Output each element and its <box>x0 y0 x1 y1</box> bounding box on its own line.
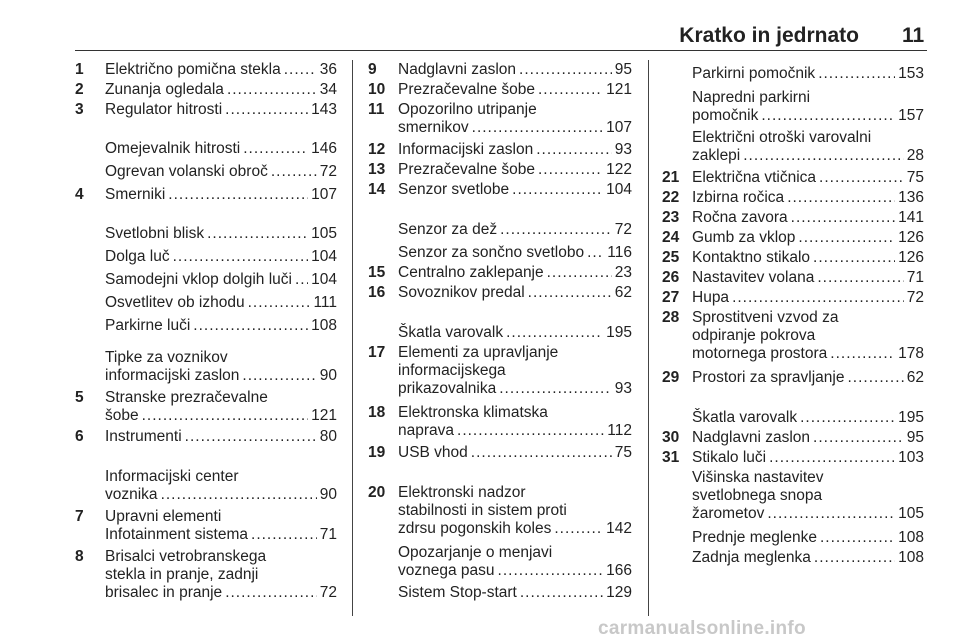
callout-number: 31 <box>662 449 680 466</box>
entry-text: voznika <box>105 486 158 503</box>
entry-text: Parkirni pomočnik <box>692 65 816 82</box>
dot-leader <box>225 101 308 119</box>
entry-text: Informacijski center <box>105 468 239 485</box>
dot-leader <box>500 221 612 239</box>
entry-text: Brisalci vetrobranskega <box>105 548 267 565</box>
entry-text: stekla in pranje, zadnji <box>105 566 259 583</box>
dot-leader <box>242 367 316 385</box>
dot-leader <box>168 186 308 204</box>
dot-leader <box>207 225 308 243</box>
page-reference: 104 <box>606 181 632 198</box>
dot-leader <box>225 584 317 602</box>
entry-text: Svetlobni blisk <box>105 225 205 242</box>
entry-text: Nastavitev volana <box>692 269 815 286</box>
page-reference: 108 <box>311 317 337 334</box>
dot-leader <box>536 141 612 159</box>
page-reference: 121 <box>606 81 632 98</box>
page-reference: 107 <box>606 119 632 136</box>
entry-text: Nadglavni zaslon <box>692 429 811 446</box>
entry-text: Zadnja meglenka <box>692 549 811 566</box>
dot-leader <box>471 444 612 462</box>
page-reference: 93 <box>614 141 632 158</box>
entry-text: Višinska nastavitev <box>692 469 824 486</box>
entry-text: Osvetlitev ob izhodu <box>105 294 245 311</box>
entry-text: prikazovalnika <box>398 380 497 397</box>
page-reference: 111 <box>313 294 337 311</box>
entry-text: Škatla varovalk <box>692 409 798 426</box>
entry-text: žarometov <box>692 505 765 522</box>
entry-text: Električna vtičnica <box>692 169 817 186</box>
page-reference: 142 <box>606 520 632 537</box>
entry-text: Prezračevalne šobe <box>398 161 535 178</box>
page-reference: 126 <box>898 229 924 246</box>
page-reference: 103 <box>898 449 924 466</box>
page-reference: 108 <box>898 549 924 566</box>
dot-leader <box>173 248 309 266</box>
dot-leader <box>732 289 904 307</box>
page-reference: 136 <box>898 189 924 206</box>
entry-text: Instrumenti <box>105 428 182 445</box>
entry-text: Prostori za spravljanje <box>692 369 845 386</box>
page-reference: 153 <box>898 65 924 82</box>
page-reference: 195 <box>606 324 632 341</box>
callout-number: 30 <box>662 429 680 446</box>
page-reference: 121 <box>311 407 337 424</box>
callout-number: 4 <box>75 186 84 203</box>
page-reference: 112 <box>607 422 632 439</box>
callout-number: 29 <box>662 369 680 386</box>
entry-text: šobe <box>105 407 139 424</box>
page-reference: 90 <box>319 486 337 503</box>
dot-leader <box>295 271 308 289</box>
callout-number: 16 <box>368 284 386 301</box>
entry-text: Opozorilno utripanje <box>398 101 537 118</box>
entry-text: Gumb za vklop <box>692 229 796 246</box>
dot-leader <box>791 209 895 227</box>
callout-number: 22 <box>662 189 680 206</box>
dot-leader <box>554 520 603 538</box>
dot-leader <box>457 422 604 440</box>
page-reference: 105 <box>898 505 924 522</box>
entry-text: Centralno zaklepanje <box>398 264 544 281</box>
callout-number: 5 <box>75 389 84 406</box>
page-reference: 195 <box>898 409 924 426</box>
callout-number: 13 <box>368 161 386 178</box>
page-reference: 129 <box>606 584 632 601</box>
dot-leader <box>538 81 603 99</box>
page-reference: 104 <box>311 248 337 265</box>
page-reference: 143 <box>311 101 337 118</box>
entry-text: Omejevalnik hitrosti <box>105 140 241 157</box>
dot-leader <box>547 264 612 282</box>
dot-leader <box>271 163 317 181</box>
entry-text: Smerniki <box>105 186 166 203</box>
page-reference: 72 <box>319 163 337 180</box>
dot-leader <box>818 65 895 83</box>
entry-text: brisalec in pranje <box>105 584 223 601</box>
entry-text: informacijskega <box>398 362 506 379</box>
dot-leader <box>227 81 317 99</box>
callout-number: 8 <box>75 548 84 565</box>
dot-leader <box>743 147 904 165</box>
page-reference: 95 <box>614 61 632 78</box>
entry-text: Infotainment sistema <box>105 526 249 543</box>
entry-text: Elektronski nadzor <box>398 484 526 501</box>
page-reference: 122 <box>606 161 632 178</box>
entry-text: Elektronska klimatska <box>398 404 548 421</box>
dot-leader <box>830 345 895 363</box>
dot-leader <box>813 429 904 447</box>
callout-number: 3 <box>75 101 84 118</box>
entry-text: Stranske prezračevalne <box>105 389 268 406</box>
dot-leader <box>767 505 895 523</box>
callout-number: 17 <box>368 344 386 361</box>
entry-text: Izbirna ročica <box>692 189 785 206</box>
entry-text: Upravni elementi <box>105 508 222 525</box>
page-reference: 23 <box>614 264 632 281</box>
dot-leader <box>819 169 904 187</box>
callout-number: 11 <box>368 101 385 118</box>
page-reference: 104 <box>311 271 337 288</box>
page-reference: 93 <box>614 380 632 397</box>
entry-text: voznega pasu <box>398 562 495 579</box>
callout-number: 25 <box>662 249 680 266</box>
callout-number: 28 <box>662 309 680 326</box>
watermark: carmanualsonline.info <box>598 618 806 639</box>
dot-leader <box>769 449 895 467</box>
callout-number: 9 <box>368 61 377 78</box>
callout-number: 21 <box>662 169 680 186</box>
page-reference: 126 <box>898 249 924 266</box>
dot-leader <box>761 107 895 125</box>
entry-text: Regulator hitrosti <box>105 101 223 118</box>
entry-text: Elementi za upravljanje <box>398 344 559 361</box>
page-reference: 141 <box>898 209 924 226</box>
entry-text: Ogrevan volanski obroč <box>105 163 268 180</box>
dot-leader <box>538 161 603 179</box>
page-title: Kratko in jedrnato <box>679 24 859 47</box>
entry-text: Nadglavni zaslon <box>398 61 517 78</box>
entry-text: Ročna zavora <box>692 209 788 226</box>
entry-text: odpiranje pokrova <box>692 327 816 344</box>
entry-text: Prezračevalne šobe <box>398 81 535 98</box>
dot-leader <box>185 428 317 446</box>
entry-text: Informacijski zaslon <box>398 141 534 158</box>
dot-leader <box>284 61 317 79</box>
entry-text: Samodejni vklop dolgih luči <box>105 271 292 288</box>
dot-leader <box>251 526 317 544</box>
entry-text: svetlobnega snopa <box>692 487 823 504</box>
dot-leader <box>498 562 604 580</box>
page-reference: 34 <box>319 81 337 98</box>
page-reference: 71 <box>319 526 337 543</box>
entry-text: USB vhod <box>398 444 468 461</box>
page-reference: 105 <box>311 225 337 242</box>
dot-leader <box>506 324 603 342</box>
entry-text: Zunanja ogledala <box>105 81 224 98</box>
page-reference: 157 <box>898 107 924 124</box>
page-header <box>0 0 960 50</box>
page-reference: 28 <box>906 147 924 164</box>
callout-number: 2 <box>75 81 84 98</box>
callout-number: 12 <box>368 141 386 158</box>
page-reference: 71 <box>906 269 924 286</box>
page-reference: 108 <box>898 529 924 546</box>
dot-leader <box>820 529 895 547</box>
entry-text: informacijski zaslon <box>105 367 240 384</box>
callout-number: 24 <box>662 229 680 246</box>
entry-text: Hupa <box>692 289 730 306</box>
entry-text: Parkirne luči <box>105 317 191 334</box>
entry-text: smernikov <box>398 119 469 136</box>
page-reference: 75 <box>614 444 632 461</box>
page-reference: 72 <box>614 221 632 238</box>
dot-leader <box>519 61 612 79</box>
page-number: 11 <box>902 24 925 47</box>
page-reference: 146 <box>311 140 337 157</box>
entry-text: Tipke za voznikov <box>105 349 228 366</box>
entry-text: Sovoznikov predal <box>398 284 525 301</box>
dot-leader <box>193 317 308 335</box>
entry-text: Senzor za sončno svetlobo <box>398 244 585 261</box>
entry-text: Senzor za dež <box>398 221 498 238</box>
page-reference: 36 <box>319 61 337 78</box>
page-reference: 62 <box>614 284 632 301</box>
entry-text: Stikalo luči <box>692 449 767 466</box>
callout-number: 19 <box>368 444 386 461</box>
column-divider-2 <box>648 60 649 616</box>
page-reference: 90 <box>319 367 337 384</box>
callout-number: 26 <box>662 269 680 286</box>
callout-number: 20 <box>368 484 386 501</box>
entry-text: Senzor svetlobe <box>398 181 510 198</box>
dot-leader <box>512 181 603 199</box>
dot-leader <box>499 380 612 398</box>
dot-leader <box>142 407 309 425</box>
entry-text: Sistem Stop-start <box>398 584 517 601</box>
entry-text: zdrsu pogonskih koles <box>398 520 552 537</box>
dot-leader <box>243 140 308 158</box>
callout-number: 6 <box>75 428 84 445</box>
callout-number: 18 <box>368 404 386 421</box>
entry-text: Napredni parkirni <box>692 89 811 106</box>
dot-leader <box>472 119 603 137</box>
callout-number: 7 <box>75 508 84 525</box>
entry-text: Opozarjanje o menjavi <box>398 544 553 561</box>
page-reference: 80 <box>319 428 337 445</box>
dot-leader <box>787 189 895 207</box>
header-rule <box>75 50 927 51</box>
dot-leader <box>800 409 895 427</box>
dot-leader <box>587 244 604 262</box>
callout-number: 1 <box>75 61 84 78</box>
page-reference: 116 <box>607 244 632 261</box>
page-reference: 166 <box>606 562 632 579</box>
dot-leader <box>817 269 903 287</box>
page-reference: 62 <box>906 369 924 386</box>
column-divider-1 <box>352 60 353 616</box>
dot-leader <box>814 549 895 567</box>
dot-leader <box>520 584 603 602</box>
entry-text: Kontaktno stikalo <box>692 249 811 266</box>
dot-leader <box>813 249 895 267</box>
callout-number: 15 <box>368 264 386 281</box>
page-reference: 95 <box>906 429 924 446</box>
page-reference: 107 <box>311 186 337 203</box>
dot-leader <box>248 294 311 312</box>
dot-leader <box>847 369 903 387</box>
callout-number: 27 <box>662 289 680 306</box>
entry-text: stabilnosti in sistem proti <box>398 502 567 519</box>
page-reference: 75 <box>906 169 924 186</box>
page-reference: 72 <box>319 584 337 601</box>
entry-text: pomočnik <box>692 107 759 124</box>
entry-text: Prednje meglenke <box>692 529 817 546</box>
entry-text: Sprostitveni vzvod za <box>692 309 839 326</box>
page-reference: 72 <box>906 289 924 306</box>
dot-leader <box>161 486 317 504</box>
callout-number: 23 <box>662 209 680 226</box>
entry-text: Škatla varovalk <box>398 324 504 341</box>
entry-text: Električno pomična stekla <box>105 61 281 78</box>
callout-number: 14 <box>368 181 386 198</box>
entry-text: motornega prostora <box>692 345 828 362</box>
dot-leader <box>798 229 895 247</box>
page-reference: 178 <box>898 345 924 362</box>
dot-leader <box>528 284 612 302</box>
entry-text: zaklepi <box>692 147 741 164</box>
entry-text: Električni otroški varovalni <box>692 129 872 146</box>
entry-text: naprava <box>398 422 455 439</box>
callout-number: 10 <box>368 81 386 98</box>
entry-text: Dolga luč <box>105 248 170 265</box>
